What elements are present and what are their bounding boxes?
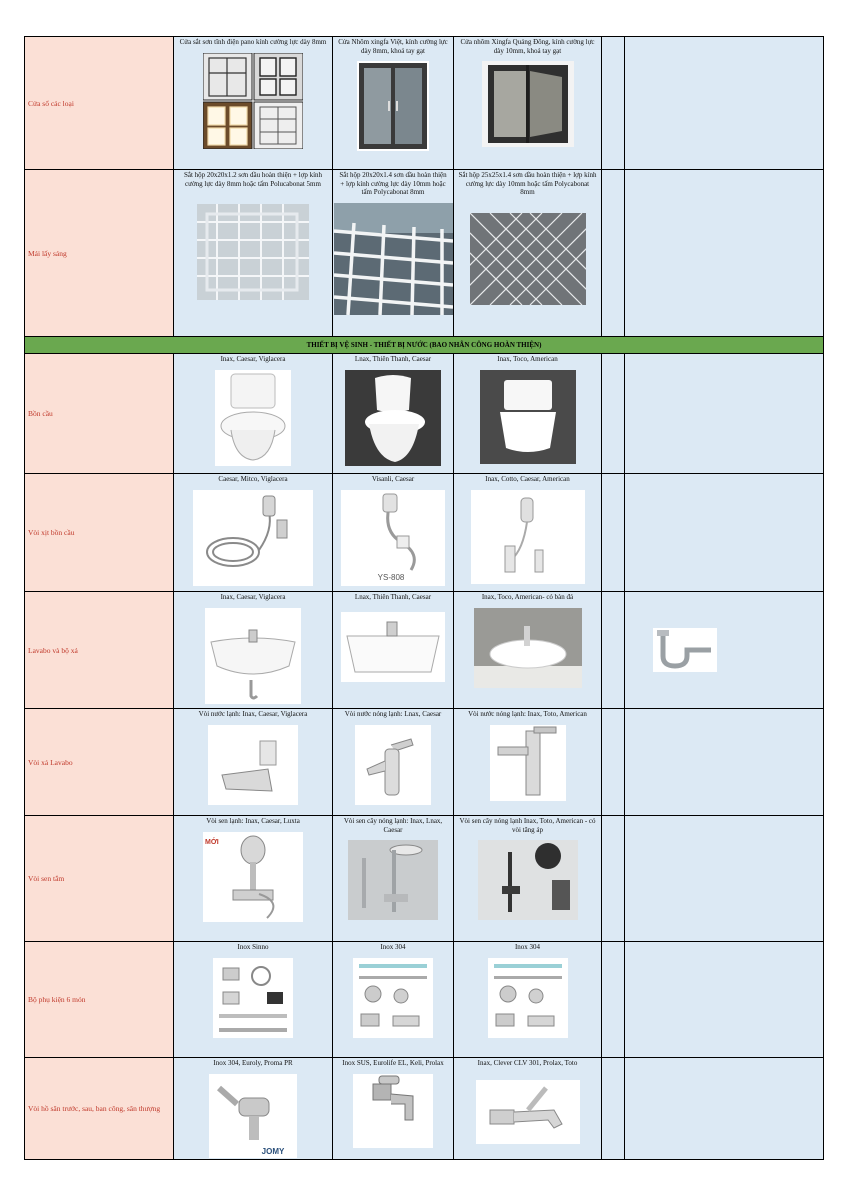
accessory-set-image	[353, 958, 433, 1038]
option-caption: Inox 304, Euroly, Proma PR	[213, 1059, 293, 1067]
option-caption: Visanli, Caesar	[371, 475, 415, 483]
toilet-image	[345, 370, 441, 466]
toilet-image	[480, 370, 576, 464]
option-caption: Inax, Caesar, Viglacera	[220, 593, 286, 601]
garden-tap-image	[476, 1080, 580, 1144]
option-caption: Vòi sen lạnh: Inax, Caesar, Luxta	[206, 817, 300, 825]
option-caption: Sắt hộp 20x20x1.2 sơn dầu hoàn thiện + lợp kính cường lực dày 8mm hoặc tấm Polucabonat 5mm	[183, 171, 323, 188]
option-caption: Lnax, Thiên Thanh, Caesar	[354, 355, 432, 363]
new-badge: MỚI	[205, 838, 219, 846]
option-cell	[333, 474, 454, 592]
note-cell	[625, 816, 824, 942]
lavabo-image	[205, 608, 301, 704]
note-cell	[625, 709, 824, 816]
row-lavabo	[25, 592, 824, 709]
option-caption: Cửa sắt sơn tĩnh điện pano kính cường lực dày 8mm	[179, 38, 327, 46]
accessory-set-image	[488, 958, 568, 1038]
empty-cell	[602, 709, 625, 816]
option-cell	[454, 354, 602, 474]
lavabo-image	[341, 612, 445, 682]
garden-tap-image	[209, 1074, 297, 1158]
option-cell	[454, 170, 602, 337]
shower-set-image	[203, 832, 303, 922]
option-caption: Inax, Clever CLV 301, Prolax, Toto	[477, 1059, 578, 1067]
row-label: Mái lấy sáng	[25, 170, 174, 337]
garden-tap-image	[353, 1074, 433, 1148]
row-label: Bồn cầu	[25, 354, 174, 474]
faucet-image	[208, 725, 298, 805]
option-cell	[174, 474, 333, 592]
aluminium-window-image	[357, 61, 429, 151]
skylight-frame-image	[334, 203, 453, 315]
option-cell	[454, 1058, 602, 1160]
option-cell	[333, 37, 454, 170]
brand-mark: JOMY	[261, 1146, 285, 1156]
faucet-image	[490, 725, 566, 801]
option-caption: Sắt hộp 20x20x1.4 sơn dầu hoàn thiện + lợp kính cường lực dày 10mm hoặc tấm Polycabonat 8mm	[339, 171, 447, 196]
option-caption: Vòi nước nóng lạnh: Inax, Toto, American	[468, 710, 587, 718]
option-cell	[454, 942, 602, 1058]
option-cell	[174, 816, 333, 942]
skylight-grid-image	[197, 204, 309, 300]
option-caption: Cửa nhôm Xingfa Quảng Đông, kính cường lực dày 10mm, khoá tay gạt	[460, 38, 595, 55]
option-cell	[454, 592, 602, 709]
spec-table	[24, 36, 824, 1160]
row-label: Vòi hồ sân trước, sau, ban công, sân thượng	[25, 1058, 174, 1160]
option-cell	[333, 816, 454, 942]
option-cell	[174, 592, 333, 709]
option-cell	[454, 37, 602, 170]
option-cell	[174, 942, 333, 1058]
option-caption: Vòi sen cây nóng lạnh: Inax, Lnax, Caesar	[343, 817, 443, 834]
section-row	[25, 337, 824, 354]
toilet-image	[215, 370, 291, 466]
empty-cell	[602, 592, 625, 709]
option-caption: Inax, Caesar, Viglacera	[220, 355, 286, 363]
option-cell	[454, 816, 602, 942]
option-caption: Inox 304	[514, 943, 541, 951]
empty-cell	[602, 354, 625, 474]
row-label: Lavabo và bộ xả	[25, 592, 174, 709]
option-cell	[333, 592, 454, 709]
note-cell	[625, 474, 824, 592]
bidet-spray-image	[341, 490, 445, 586]
row-skylight	[25, 170, 824, 337]
option-cell	[333, 942, 454, 1058]
option-caption: Inox 304	[380, 943, 406, 951]
option-caption: Lnax, Thiên Thanh, Caesar	[354, 593, 432, 601]
option-cell	[174, 709, 333, 816]
bidet-spray-image	[193, 490, 313, 586]
shower-column-image	[478, 840, 578, 920]
option-cell	[454, 474, 602, 592]
note-cell	[625, 592, 824, 709]
bidet-spray-image	[471, 490, 585, 584]
option-caption: Vòi nước lạnh: Inax, Caesar, Viglacera	[198, 710, 308, 718]
note-cell	[625, 37, 824, 170]
option-caption: Inax, Toco, American- có bàn đá	[481, 593, 574, 601]
row-label: Vòi xịt bồn cầu	[25, 474, 174, 592]
option-caption: Vòi sen cây nóng lạnh Inax, Toto, American - có vòi tăng áp	[459, 817, 596, 834]
empty-cell	[602, 942, 625, 1058]
option-cell	[174, 1058, 333, 1160]
note-cell	[625, 1058, 824, 1160]
skylight-mesh-image	[470, 213, 586, 305]
option-caption: Cửa Nhôm xingfa Việt, kính cường lực dày 8mm, khoá tay gạt	[338, 38, 448, 55]
option-cell	[174, 170, 333, 337]
option-cell	[174, 37, 333, 170]
drain-trap-image	[653, 628, 717, 672]
option-caption: Inox SUS, Eurolife EL, Keli, Prolax	[342, 1059, 444, 1067]
row-label: Vòi xả Lavabo	[25, 709, 174, 816]
option-cell	[174, 354, 333, 474]
option-caption: Inox Sinno	[237, 943, 269, 951]
row-windows	[25, 37, 824, 170]
row-label: Cửa sổ các loại	[25, 37, 174, 170]
row-toilet	[25, 354, 824, 474]
lavabo-image	[474, 608, 582, 688]
option-cell	[333, 709, 454, 816]
accessory-set-image	[213, 958, 293, 1038]
note-cell	[625, 170, 824, 337]
note-cell	[625, 354, 824, 474]
option-caption: Caesar, Mitco, Viglacera	[218, 475, 288, 483]
empty-cell	[602, 37, 625, 170]
option-cell	[333, 1058, 454, 1160]
empty-cell	[602, 474, 625, 592]
option-cell	[333, 354, 454, 474]
row-label: Bộ phụ kiện 6 món	[25, 942, 174, 1058]
option-caption: Vòi nước nóng lạnh: Lnax, Caesar	[344, 710, 442, 718]
row-garden-tap	[25, 1058, 824, 1160]
shower-column-image	[348, 840, 438, 920]
row-shower	[25, 816, 824, 942]
window-grid-image	[203, 53, 303, 149]
note-cell	[625, 942, 824, 1058]
empty-cell	[602, 816, 625, 942]
option-caption: Inax, Toco, American	[497, 355, 558, 363]
empty-cell	[602, 1058, 625, 1160]
option-caption: Inax, Cotto, Caesar, American	[485, 475, 570, 483]
row-lavabo-faucet	[25, 709, 824, 816]
product-tag: YS-808	[377, 572, 405, 582]
option-cell	[454, 709, 602, 816]
section-header: THIẾT BỊ VỆ SINH - THIẾT BỊ NƯỚC (BAO NHÂN CÔNG HOÀN THIỆN)	[25, 337, 824, 354]
faucet-image	[355, 725, 431, 805]
empty-cell	[602, 170, 625, 337]
row-label: Vòi sen tắm	[25, 816, 174, 942]
option-caption: Sắt hộp 25x25x1.4 sơn dầu hoàn thiện + lợp kính cường lực dày 10mm hoặc tấm Polycabonat 8mm	[458, 171, 597, 196]
row-accessories	[25, 942, 824, 1058]
option-cell	[333, 170, 454, 337]
row-bidet	[25, 474, 824, 592]
casement-window-image	[482, 61, 574, 147]
